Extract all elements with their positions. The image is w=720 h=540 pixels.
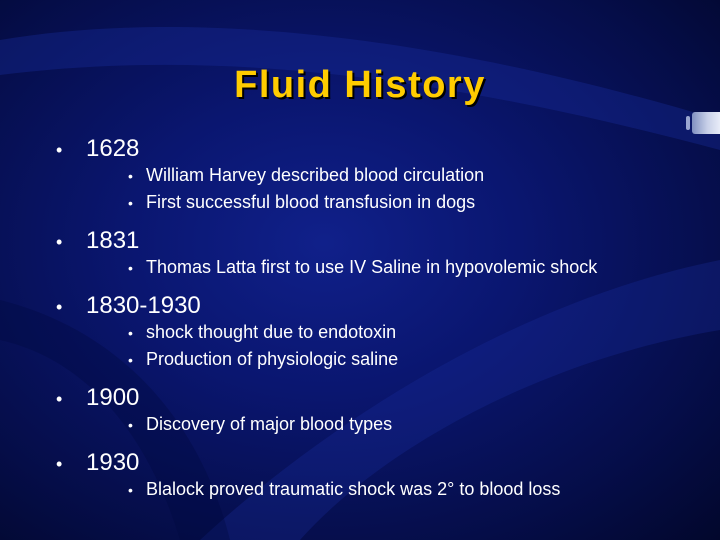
bullet-icon: • — [128, 352, 133, 368]
timeline-year — [56, 135, 696, 165]
timeline-group-1831 — [56, 227, 696, 284]
timeline-group-1628 — [56, 135, 696, 219]
detail-text: shock thought due to endotoxin — [146, 322, 397, 342]
bullet-icon: • — [128, 482, 133, 498]
timeline-detail — [128, 349, 696, 376]
bullet-icon: • — [128, 195, 133, 211]
timeline-detail — [128, 322, 696, 349]
timeline-detail — [128, 192, 696, 219]
side-tab-decoration — [692, 112, 720, 134]
year-label: 1900 — [86, 384, 140, 411]
detail-text: Blalock proved traumatic shock was 2° to blood loss — [146, 479, 561, 499]
detail-text: First successful blood transfusion in dogs — [146, 192, 476, 212]
detail-text: Thomas Latta first to use IV Saline in hypovolemic shock — [146, 257, 598, 277]
slide-title: Fluid History — [234, 64, 486, 106]
bullet-icon: • — [56, 389, 63, 409]
bullet-icon: • — [56, 454, 63, 474]
timeline-detail — [128, 414, 696, 441]
timeline-year — [56, 292, 696, 322]
bullet-icon: • — [128, 168, 133, 184]
timeline-detail — [128, 257, 696, 284]
timeline-detail — [128, 165, 696, 192]
timeline-group-1830-1930 — [56, 292, 696, 376]
year-label: 1628 — [86, 135, 140, 162]
timeline-year — [56, 384, 696, 414]
detail-text: Production of physiologic saline — [146, 349, 399, 369]
bullet-icon: • — [128, 325, 133, 341]
timeline-detail — [128, 479, 696, 506]
timeline-year — [56, 449, 696, 479]
year-label: 1831 — [86, 227, 140, 254]
year-label: 1930 — [86, 449, 140, 476]
bullet-icon: • — [56, 297, 63, 317]
bullet-icon: • — [56, 140, 63, 160]
timeline-year — [56, 227, 696, 257]
slide-content — [56, 135, 696, 514]
timeline-group-1930 — [56, 449, 696, 506]
bullet-icon: • — [128, 260, 133, 276]
timeline-group-1900 — [56, 384, 696, 441]
bullet-icon: • — [56, 232, 63, 252]
bullet-icon: • — [128, 417, 133, 433]
detail-text: Discovery of major blood types — [146, 414, 393, 434]
detail-text: William Harvey described blood circulation — [146, 165, 485, 185]
year-label: 1830-1930 — [86, 292, 201, 319]
